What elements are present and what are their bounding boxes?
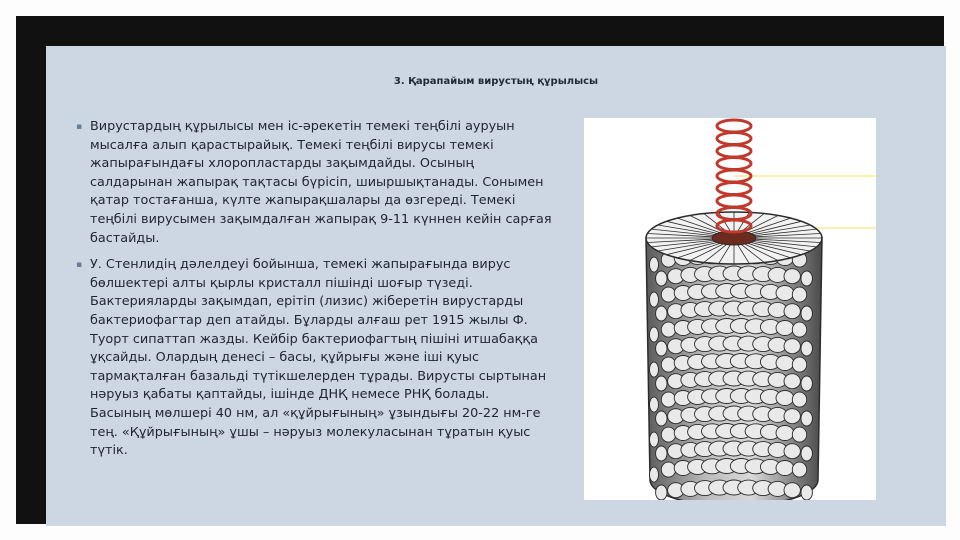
virus-structure-icon <box>584 118 876 500</box>
capsomer <box>656 341 667 356</box>
capsomer <box>656 376 667 391</box>
capsomer <box>650 397 659 412</box>
capsomer <box>776 426 794 441</box>
capsomer <box>801 446 812 461</box>
capsomer <box>661 462 675 477</box>
capsomer <box>661 427 675 442</box>
capsomer <box>784 483 800 498</box>
capsomer <box>784 339 800 354</box>
capsomer <box>656 446 667 461</box>
bullet-icon: ▪ <box>76 122 83 132</box>
capsomer <box>650 432 659 447</box>
bullet-paragraph-1 <box>76 118 552 248</box>
capsomer <box>661 322 675 337</box>
capsomer <box>801 485 812 500</box>
bullet-text-1: Вирустардың құрылысы мен іс-әрекетін темекі теңбілі ауруын мысалға алып қарастырайық. Темекі теңбілі вирусы темекі жапырағындағы хлоропластарды зақымдайды. Осының салдарынан жапырақ тақтасы бүрісіп, шиыршықтанады. Сонымен қатар тостағанша, күлте жапырақшалары да өзгереді. Темекі теңбілі вирусымен зақымдалған жапырақ 9-11 күннен кейін сарғая бастайды. <box>90 119 552 246</box>
capsomer <box>661 287 675 302</box>
virus-figure <box>584 118 876 500</box>
capsomer <box>792 427 806 442</box>
capsomer <box>784 304 800 319</box>
capsomer <box>776 286 794 301</box>
slide-frame <box>16 16 944 524</box>
capsomer <box>656 411 667 426</box>
slide-content <box>76 118 552 469</box>
capsomer <box>801 376 812 391</box>
capsomer <box>661 357 675 372</box>
bullet-paragraph-2 <box>76 256 552 461</box>
capsomer <box>650 292 659 307</box>
capsomer <box>784 409 800 424</box>
capsomer <box>776 321 794 336</box>
rna-helix-loop <box>717 133 751 145</box>
rna-helix-loop <box>717 183 751 195</box>
capsomer <box>656 485 667 500</box>
capsomer <box>801 341 812 356</box>
capsomer <box>650 362 659 377</box>
rna-helix-loop <box>717 145 751 157</box>
capsomer <box>776 356 794 371</box>
capsomer <box>650 257 659 272</box>
capsomer <box>661 392 675 407</box>
capsomer <box>801 271 812 286</box>
rna-helix-loop <box>717 120 751 132</box>
capsomer <box>792 392 806 407</box>
capsomer <box>656 271 667 286</box>
capsomer <box>792 357 806 372</box>
capsomer <box>650 327 659 342</box>
capsomer <box>776 391 794 406</box>
capsomer <box>792 462 806 477</box>
capsomer <box>650 467 659 482</box>
rna-helix-loop <box>717 195 751 207</box>
capsomer <box>801 411 812 426</box>
capsomer <box>656 306 667 321</box>
capsomer <box>784 269 800 284</box>
capsomer <box>784 444 800 459</box>
capsomer <box>792 322 806 337</box>
slide-title: 3. Қарапайым вирустың құрылысы <box>393 76 599 87</box>
rna-helix-loop <box>717 158 751 170</box>
bullet-icon: ▪ <box>76 260 83 271</box>
capsomer <box>801 306 812 321</box>
bullet-text-2: У. Стенлидің дәлелдеуі бойынша, темекі жапырағында вирус бөлшектері алты қырлы кристалл пішінді шоғыр түзеді. Бактерияларды зақымдап, ерітіп (лизис) жіберетін вирустарды бактериофагтар деп атайды. Бұларды алғаш рет 1915 жылы Ф. Туорт сипаттап жазды. Кейбір бактериофагтың пішіні итшабаққа ұқсайды. Олардың денесі – басы, құйрығы және іші қуыс тармақталған базальді түтікшелерден тұрады. Вирусты сыртынан нәруыз қабаты қаптайды, ішінде ДНҚ немесе РНҚ болады. Басының мөлшері 40 нм, ал «құйрығының» ұзындығы 20-22 нм-ге тең. «Құйрығының» ұшы – нәруыз молекуласынан тұратын қуыс түтік. <box>90 257 547 459</box>
capsomer <box>776 461 794 476</box>
slide <box>46 46 946 526</box>
capsomer <box>784 374 800 389</box>
capsomer <box>792 287 806 302</box>
